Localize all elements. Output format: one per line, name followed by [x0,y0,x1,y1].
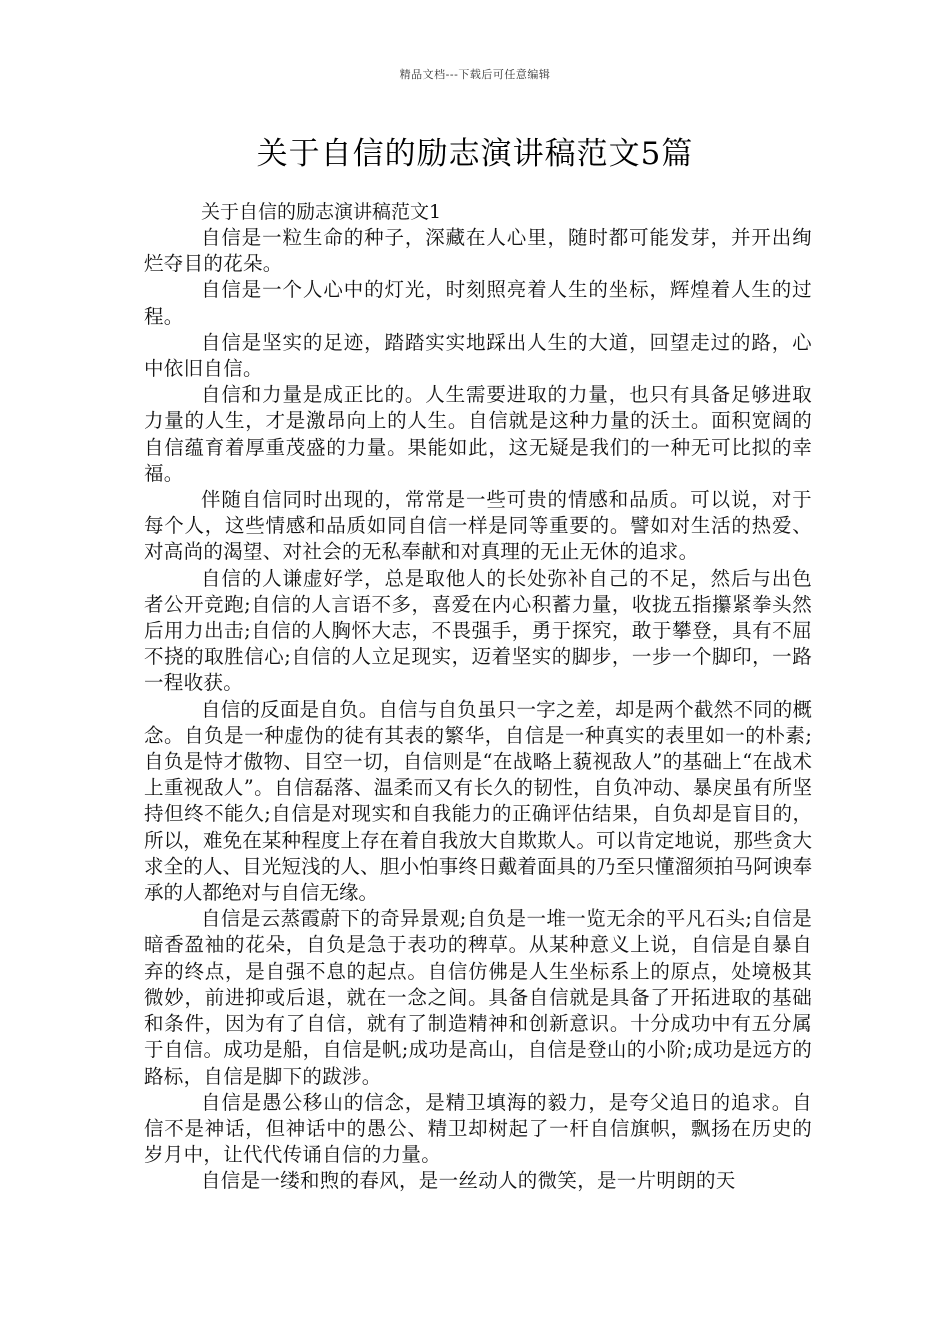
paragraph: 自信是云蒸霞蔚下的奇异景观;自负是一堆一览无余的平凡石头;自信是暗香盈袖的花朵，自负是急于表功的稗草。从某种意义上说，自信是自暴自弃的终点，是自强不息的起点。自信仿佛是人生坐标系上的原点，处境极其微妙，前进抑或后退，就在一念之间。具备自信就是具备了开拓进取的基础和条件，因为有了自信，就有了制造精神和创新意识。十分成功中有五分属于自信。成功是船，自信是帆;成功是高山，自信是登山的小阶;成功是远方的路标，自信是脚下的跋涉。 [144,907,812,1088]
paragraph: 自信是愚公移山的信念，是精卫填海的毅力，是夸父追日的追求。自信不是神话，但神话中的愚公、精卫却树起了一杆自信旗帜，飘扬在历史的岁月中，让代代传诵自信的力量。 [144,1090,812,1167]
header-note: 精品文档---下载后可任意编辑 [399,68,551,81]
paragraph: 自信的反面是自负。自信与自负虽只一字之差，却是两个截然不同的概念。自负是一种虚伪的徒有其表的繁华，自信是一种真实的表里如一的朴素;自负是恃才傲物、目空一切，自信则是“在战略上藐视敌人”的基础上“在战术上重视敌人”。自信磊落、温柔而又有长久的韧性，自负冲动、暴戾虽有所坚持但终不能久;自信是对现实和自我能力的正确评估结果，自负却是盲目的，所以，难免在某种程度上存在着自我放大自欺欺人。可以肯定地说，那些贪大求全的人、目光短浅的人、胆小怕事终日戴着面具的乃至只懂溜须拍马阿谀奉承的人都绝对与自信无缘。 [144,697,812,905]
paragraph: 自信是坚实的足迹，踏踏实实地踩出人生的大道，回望走过的路，心中依旧自信。 [144,330,812,381]
paragraph: 自信和力量是成正比的。人生需要进取的力量，也只有具备足够进取力量的人生，才是激昂向上的人生。自信就是这种力量的沃土。面积宽阔的自信蕴育着厚重茂盛的力量。果能如此，这无疑是我们的一种无可比拟的幸福。 [144,383,812,485]
paragraph: 自信的人谦虚好学，总是取他人的长处弥补自己的不足，然后与出色者公开竞跑;自信的人言语不多，喜爱在内心积蓄力量，收拢五指攥紧拳头然后用力出击;自信的人胸怀大志，不畏强手，勇于探究，敢于攀登，具有不屈不挠的取胜信心;自信的人立足现实，迈着坚实的脚步，一步一个脚印，一路一程收获。 [144,566,812,695]
document-body [144,199,812,1195]
section-subtitle: 关于自信的励志演讲稿范文1 [201,201,442,223]
paragraph: 自信是一个人心中的灯光，时刻照亮着人生的坐标，辉煌着人生的过程。 [144,278,812,328]
paragraph: 自信是一缕和煦的春风，是一丝动人的微笑，是一片明朗的天 [201,1169,736,1193]
paragraph: 伴随自信同时出现的，常常是一些可贵的情感和品质。可以说，对于每个人，这些情感和品质如同自信一样是同等重要的。譬如对生活的热爱、对高尚的渴望、对社会的无私奉献和对真理的无止无休的追求。 [144,488,812,564]
paragraph: 自信是一粒生命的种子，深藏在人心里，随时都可能发芽，并开出绚烂夺目的花朵。 [144,226,812,276]
document-title: 关于自信的励志演讲稿范文5篇 [256,136,694,172]
